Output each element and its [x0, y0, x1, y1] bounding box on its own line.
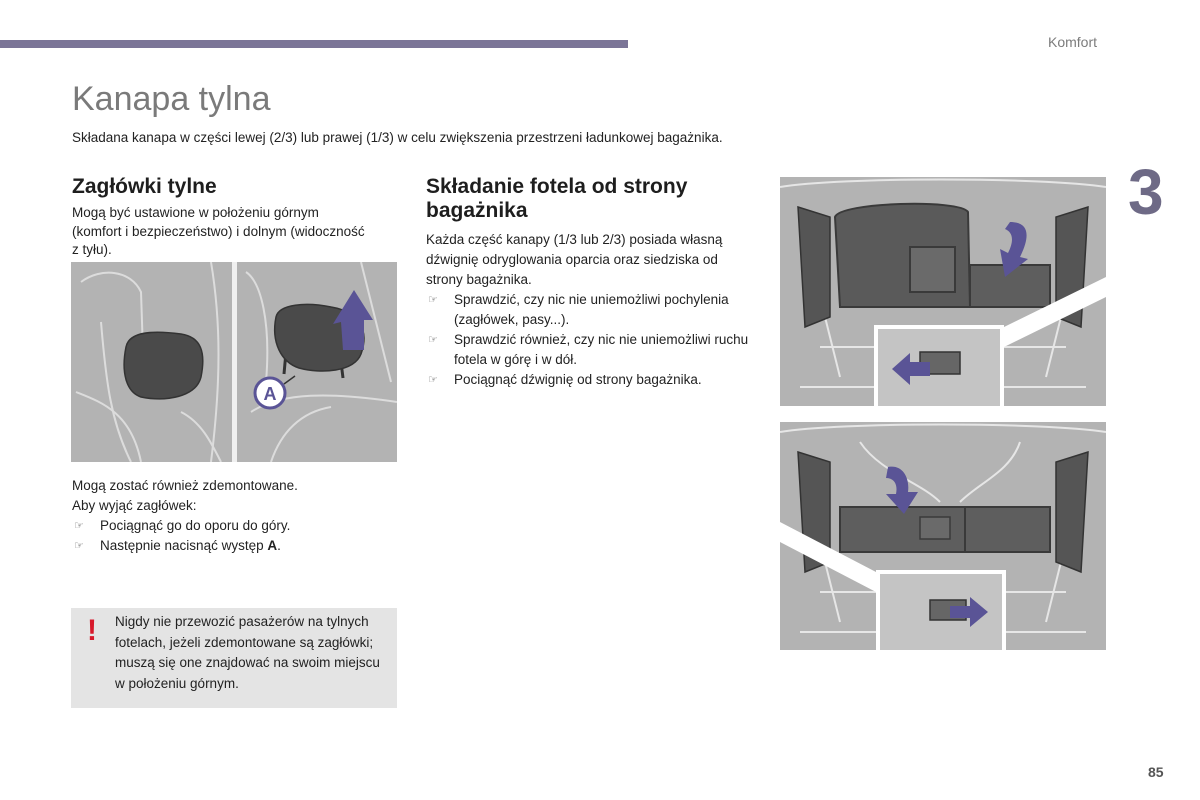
headrests-heading: Zagłówki tylne [72, 175, 217, 198]
pointing-hand-icon: ☞ [428, 294, 438, 306]
removal-line2: Aby wyjąć zagłówek: [72, 498, 197, 513]
warning-text: Nigdy nie przewozić pasażerów na tylnych fotelach, jeżeli zdemontowane są zagłówki; muszą się one znajdować na swoim miejscu w położeniu górnym. [115, 614, 380, 691]
pointing-hand-icon: ☞ [74, 520, 84, 532]
headrests-text: Mogą być ustawione w położeniu górnym (komfort i bezpieczeństwo) i dolnym (widoczność z tyłu). [72, 205, 365, 257]
trunk-illustration-bottom [780, 422, 1106, 650]
trunk-drawing-bottom [780, 422, 1106, 650]
list-item: ☞ Sprawdzić również, czy nic nie uniemożliwi ruchu fotela w górę i w dół. [428, 332, 749, 367]
section-label: Komfort [1048, 34, 1098, 50]
folding-heading: Składanie fotela od strony bagażnika [426, 175, 688, 222]
pointing-hand-icon: ☞ [428, 374, 438, 386]
page-title: Kanapa tylna [72, 80, 271, 118]
badge-a-label: A [263, 384, 277, 404]
warning-box [71, 608, 397, 708]
pointing-hand-icon: ☞ [74, 540, 84, 552]
folding-steps [426, 290, 756, 390]
list-item: ☞ Sprawdzić, czy nic nie uniemożliwi pochylenia (zagłówek, pasy...). [428, 292, 729, 327]
headrest-drawing [71, 262, 397, 462]
list-item: ☞ Pociągnąć dźwignię od strony bagażnika. [426, 370, 756, 390]
list-item: ☞ Pociągnąć go do oporu do góry. [72, 516, 392, 536]
pointing-hand-icon: ☞ [428, 334, 438, 346]
header-accent-bar [0, 40, 628, 48]
trunk-drawing-top [780, 177, 1106, 406]
folding-text: Każda część kanapy (1/3 lub 2/3) posiada własną dźwignię odryglowania oparcia oraz siedziska od strony bagażnika. [426, 232, 723, 287]
trunk-illustration-top [780, 177, 1106, 406]
list-item: ☞ Następnie nacisnąć występ A. [72, 536, 392, 556]
removal-steps [72, 516, 392, 556]
warning-icon: ! [87, 614, 97, 647]
chapter-number: 3 [1128, 156, 1164, 228]
page-number: 85 [1148, 764, 1164, 780]
intro-text: Składana kanapa w części lewej (2/3) lub prawej (1/3) w celu zwiększenia przestrzeni ładunkowej bagażnika. [72, 130, 723, 145]
headrest-illustration [71, 262, 397, 462]
removal-line1: Mogą zostać również zdemontowane. [72, 478, 298, 493]
